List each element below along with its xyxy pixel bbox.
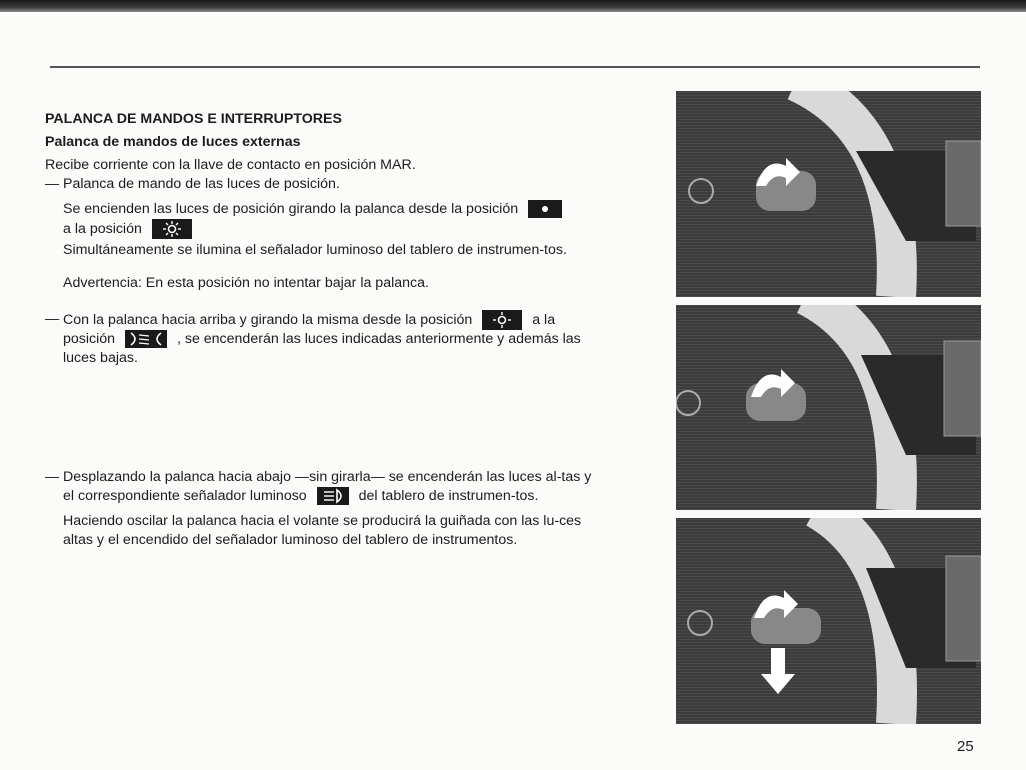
high-beam-icon xyxy=(317,487,349,505)
item-title: Palanca de mando de las luces de posición. xyxy=(63,176,340,192)
text-segment: a la posición xyxy=(63,220,142,237)
list-item-low-beam xyxy=(45,310,605,368)
dash-bullet: — xyxy=(45,311,60,327)
item-paragraph: Haciendo oscilar la palanca hacia el volante se producirá la guiñada con las lu-ces altas y el encendido del señalador luminoso del tablero de instrumentos. xyxy=(63,513,582,548)
off-position-icon xyxy=(528,200,562,218)
text-segment: Desplazando la palanca hacia abajo —sin girarla— se encenderán las luces al-tas y el correspondiente señalador luminoso xyxy=(63,469,592,504)
text-segment: posición xyxy=(63,331,116,347)
item-paragraph xyxy=(63,468,605,506)
item-paragraph xyxy=(63,310,605,368)
section-subheading: Palanca de mandos de luces externas xyxy=(45,134,301,150)
low-beam-icon xyxy=(125,330,167,348)
position-lights-icon xyxy=(482,310,522,330)
position-lights-icon xyxy=(152,219,192,239)
text-segment: Con la palanca hacia arriba y girando la misma desde la posición xyxy=(63,311,473,328)
page-number: 25 xyxy=(957,738,974,755)
dash-bullet: — xyxy=(45,176,60,192)
warning-text: Advertencia: En esta posición no intentar bajar la palanca. xyxy=(63,275,429,291)
text-segment: Se encienden las luces de posición girando la palanca desde la posición xyxy=(63,201,519,217)
item-paragraph: Simultáneamente se ilumina el señalador luminoso del tablero de instrumen-tos. xyxy=(63,242,567,258)
lever-photo-position-lights xyxy=(676,91,981,297)
text-column xyxy=(45,110,605,550)
dash-bullet: — xyxy=(45,469,60,485)
text-segment: del tablero de instrumen-tos. xyxy=(358,488,539,504)
section-heading: PALANCA DE MANDOS E INTERRUPTORES xyxy=(45,111,342,127)
item-paragraph xyxy=(63,200,605,239)
text-segment: a la xyxy=(532,311,556,328)
scan-top-edge xyxy=(0,0,1026,12)
list-item-high-beam xyxy=(45,468,605,550)
list-item-position-lights xyxy=(45,175,605,293)
lever-photo-high-beam xyxy=(676,518,981,724)
text-segment: , se encenderán las luces indicadas anteriormente y además las luces bajas. xyxy=(63,331,581,366)
header-rule xyxy=(50,66,980,68)
intro-text: Recibe corriente con la llave de contacto en posición MAR. xyxy=(45,157,416,173)
lever-photo-low-beam xyxy=(676,305,981,510)
